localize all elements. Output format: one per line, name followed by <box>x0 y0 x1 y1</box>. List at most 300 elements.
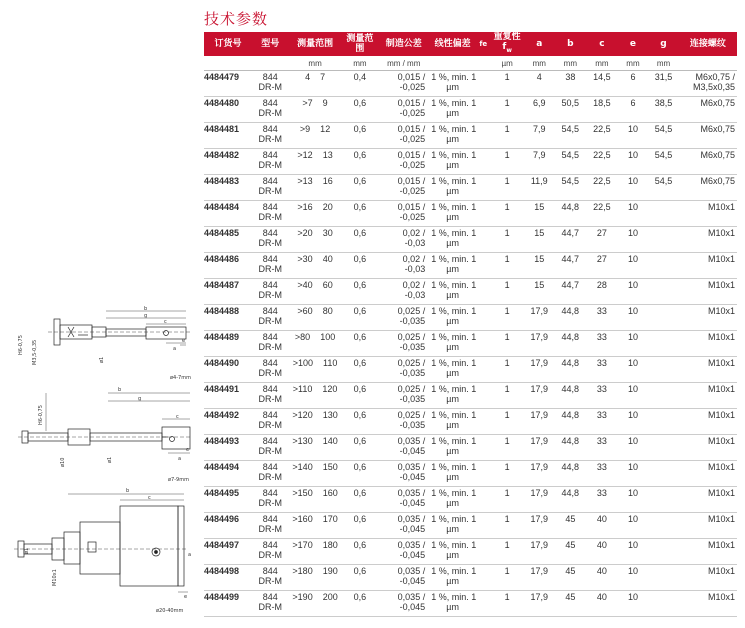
cell-range: >60 80 <box>289 305 342 331</box>
col-fe-header: fe <box>476 32 490 56</box>
cell-fe <box>476 591 490 617</box>
cell-lin: 1 %, min. 1 µm <box>429 409 476 435</box>
cell-rep: 1 <box>490 253 524 279</box>
cell-c: 40 <box>586 513 618 539</box>
cell-order: 4484491 <box>204 383 252 409</box>
cell-g <box>648 227 679 253</box>
table-row <box>204 71 737 97</box>
cell-thread: M10x1 <box>679 539 737 565</box>
dim-d1-label: ø1 <box>99 356 105 363</box>
cell-thread: M10x1 <box>679 305 737 331</box>
cell-range2: 0,6 <box>342 357 379 383</box>
cell-order: 4484496 <box>204 513 252 539</box>
cell-thread: M10x1 <box>679 357 737 383</box>
cell-g <box>648 383 679 409</box>
cell-type: 844 DR-M <box>252 591 289 617</box>
cell-b: 44,8 <box>555 461 587 487</box>
cell-thread: M6x0,75 <box>679 123 737 149</box>
cell-e: 10 <box>618 253 649 279</box>
cell-rep: 1 <box>490 461 524 487</box>
cell-tol: 0,035 / -0,045 <box>378 435 429 461</box>
cell-range: >13 16 <box>289 175 342 201</box>
cell-range2: 0,6 <box>342 123 379 149</box>
cell-range: >20 30 <box>289 227 342 253</box>
cell-range2: 0,6 <box>342 227 379 253</box>
table-row <box>204 123 737 149</box>
table-row <box>204 305 737 331</box>
cell-e: 6 <box>618 71 649 97</box>
cell-range: >170 180 <box>289 539 342 565</box>
cell-rep: 1 <box>490 149 524 175</box>
cell-c: 33 <box>586 383 618 409</box>
cell-fe <box>476 331 490 357</box>
table-row <box>204 591 737 617</box>
diagram-20-40 <box>8 486 194 616</box>
cell-a: 6,9 <box>524 97 555 123</box>
cell-range: >100 110 <box>289 357 342 383</box>
cell-range: >180 190 <box>289 565 342 591</box>
col-repeat-header <box>490 32 524 56</box>
cell-lin: 1 %, min. 1 µm <box>429 175 476 201</box>
unit-cell: mm <box>342 56 379 71</box>
diagram-caption: ø7-9mm <box>168 477 189 483</box>
cell-order: 4484479 <box>204 71 252 97</box>
cell-thread: M6x0,75 <box>679 149 737 175</box>
cell-e: 10 <box>618 305 649 331</box>
cell-b: 50,5 <box>555 97 587 123</box>
cell-lin: 1 %, min. 1 µm <box>429 435 476 461</box>
dim-b-label: b <box>118 387 122 393</box>
cell-thread: M10x1 <box>679 513 737 539</box>
dim-h-label: H6-0,75 <box>38 405 44 425</box>
cell-type: 844 DR-M <box>252 123 289 149</box>
cell-order: 4484486 <box>204 253 252 279</box>
dim-g-label: g <box>138 396 142 402</box>
cell-e: 10 <box>618 435 649 461</box>
cell-tol: 0,02 / -0,03 <box>378 227 429 253</box>
cell-range2: 0,6 <box>342 487 379 513</box>
col-tol-header: 制造公差 <box>378 32 429 56</box>
col-lin-header: 线性偏差 <box>429 32 476 56</box>
unit-cell <box>204 56 252 71</box>
cell-range2: 0,6 <box>342 539 379 565</box>
col-order-header: 订货号 <box>204 32 252 56</box>
cell-tol: 0,035 / -0,045 <box>378 487 429 513</box>
cell-a: 4 <box>524 71 555 97</box>
cell-e: 10 <box>618 383 649 409</box>
cell-order: 4484482 <box>204 149 252 175</box>
cell-lin: 1 %, min. 1 µm <box>429 591 476 617</box>
cell-c: 22,5 <box>586 201 618 227</box>
cell-g <box>648 253 679 279</box>
cell-thread: M10x1 <box>679 487 737 513</box>
unit-cell <box>252 56 289 71</box>
unit-cell: mm <box>289 56 342 71</box>
cell-rep: 1 <box>490 227 524 253</box>
col-repeat-label: 重复性 f <box>493 32 521 53</box>
cell-order: 4484485 <box>204 227 252 253</box>
cell-rep: 1 <box>490 97 524 123</box>
cell-tol: 0,015 / -0,025 <box>378 175 429 201</box>
cell-thread: M10x1 <box>679 227 737 253</box>
spec-table <box>204 32 737 617</box>
cell-range2: 0,6 <box>342 279 379 305</box>
cell-thread: M10x1 <box>679 201 737 227</box>
diagram-caption: ø20-40mm <box>156 608 184 614</box>
cell-b: 44,8 <box>555 435 587 461</box>
cell-type: 844 DR-M <box>252 435 289 461</box>
dim-d2-label: ø10 <box>60 457 66 467</box>
cell-range2: 0,6 <box>342 149 379 175</box>
cell-tol: 0,035 / -0,045 <box>378 513 429 539</box>
cell-a: 17,9 <box>524 357 555 383</box>
cell-tol: 0,015 / -0,025 <box>378 149 429 175</box>
cell-range2: 0,6 <box>342 565 379 591</box>
cell-type: 844 DR-M <box>252 409 289 435</box>
cell-thread: M10x1 <box>679 409 737 435</box>
cell-type: 844 DR-M <box>252 513 289 539</box>
dim-h-label: H6-0,75 <box>18 335 24 355</box>
cell-fe <box>476 539 490 565</box>
cell-rep: 1 <box>490 591 524 617</box>
table-row <box>204 357 737 383</box>
cell-thread: M6x0,75 <box>679 175 737 201</box>
cell-tol: 0,035 / -0,045 <box>378 591 429 617</box>
table-row <box>204 539 737 565</box>
cell-fe <box>476 513 490 539</box>
cell-b: 54,5 <box>555 123 587 149</box>
cell-range2: 0,6 <box>342 383 379 409</box>
cell-tol: 0,015 / -0,025 <box>378 123 429 149</box>
cell-type: 844 DR-M <box>252 487 289 513</box>
col-range2-line2: 围 <box>355 44 365 54</box>
cell-c: 22,5 <box>586 175 618 201</box>
table-body <box>204 71 737 617</box>
cell-c: 33 <box>586 331 618 357</box>
cell-c: 33 <box>586 461 618 487</box>
cell-order: 4484492 <box>204 409 252 435</box>
cell-g <box>648 357 679 383</box>
cell-tol: 0,025 / -0,035 <box>378 409 429 435</box>
cell-e: 10 <box>618 201 649 227</box>
cell-order: 4484484 <box>204 201 252 227</box>
cell-tol: 0,025 / -0,035 <box>378 331 429 357</box>
cell-g <box>648 591 679 617</box>
cell-tol: 0,025 / -0,035 <box>378 305 429 331</box>
dim-a-label: a <box>178 456 182 462</box>
cell-lin: 1 %, min. 1 µm <box>429 279 476 305</box>
cell-range: >110 120 <box>289 383 342 409</box>
dim-e-label: e <box>182 338 186 344</box>
cell-order: 4484490 <box>204 357 252 383</box>
unit-cell: µm <box>490 56 524 71</box>
cell-c: 14,5 <box>586 71 618 97</box>
cell-range: >130 140 <box>289 435 342 461</box>
cell-fe <box>476 435 490 461</box>
cell-lin: 1 %, min. 1 µm <box>429 357 476 383</box>
cell-a: 15 <box>524 227 555 253</box>
cell-c: 33 <box>586 487 618 513</box>
cell-range: 4 7 <box>289 71 342 97</box>
cell-b: 44,8 <box>555 409 587 435</box>
col-a-header: a <box>524 32 555 56</box>
col-range-header: 测量范围 <box>289 32 342 56</box>
cell-range: >190 200 <box>289 591 342 617</box>
cell-c: 33 <box>586 435 618 461</box>
cell-tol: 0,02 / -0,03 <box>378 279 429 305</box>
cell-range2: 0,6 <box>342 331 379 357</box>
cell-order: 4484481 <box>204 123 252 149</box>
cell-lin: 1 %, min. 1 µm <box>429 461 476 487</box>
cell-lin: 1 %, min. 1 µm <box>429 513 476 539</box>
cell-type: 844 DR-M <box>252 227 289 253</box>
cell-order: 4484489 <box>204 331 252 357</box>
diagram-7-9-drawing <box>8 385 194 485</box>
col-range2-header <box>342 32 379 56</box>
dim-c-label: c <box>176 414 179 420</box>
cell-e: 10 <box>618 487 649 513</box>
cell-order: 4484495 <box>204 487 252 513</box>
dim-b-label: b <box>144 306 148 312</box>
cell-c: 18,5 <box>586 97 618 123</box>
cell-thread: M10x1 <box>679 331 737 357</box>
units-row <box>204 56 737 71</box>
cell-a: 15 <box>524 253 555 279</box>
cell-type: 844 DR-M <box>252 461 289 487</box>
cell-fe <box>476 123 490 149</box>
cell-thread: M10x1 <box>679 435 737 461</box>
page-title: 技术参数 <box>204 10 269 28</box>
cell-e: 10 <box>618 279 649 305</box>
unit-cell: mm <box>524 56 555 71</box>
cell-a: 7,9 <box>524 149 555 175</box>
cell-b: 54,5 <box>555 175 587 201</box>
diagram-caption: ø4-7mm <box>170 375 191 381</box>
dim-g-label: g <box>144 313 148 319</box>
cell-tol: 0,015 / -0,025 <box>378 201 429 227</box>
table-row <box>204 175 737 201</box>
dim-a-label: a <box>173 346 177 352</box>
cell-range2: 0,6 <box>342 409 379 435</box>
cell-lin: 1 %, min. 1 µm <box>429 201 476 227</box>
cell-rep: 1 <box>490 409 524 435</box>
cell-range2: 0,6 <box>342 97 379 123</box>
cell-thread: M10x1 <box>679 383 737 409</box>
cell-rep: 1 <box>490 565 524 591</box>
cell-b: 44,8 <box>555 357 587 383</box>
cell-e: 10 <box>618 123 649 149</box>
cell-c: 40 <box>586 591 618 617</box>
cell-g: 31,5 <box>648 71 679 97</box>
cell-b: 44,8 <box>555 201 587 227</box>
cell-type: 844 DR-M <box>252 539 289 565</box>
cell-e: 10 <box>618 461 649 487</box>
cell-fe <box>476 305 490 331</box>
cell-fe <box>476 227 490 253</box>
cell-type: 844 DR-M <box>252 97 289 123</box>
cell-rep: 1 <box>490 71 524 97</box>
cell-tol: 0,035 / -0,045 <box>378 461 429 487</box>
cell-range: >150 160 <box>289 487 342 513</box>
cell-fe <box>476 409 490 435</box>
cell-c: 27 <box>586 253 618 279</box>
cell-thread: M10x1 <box>679 279 737 305</box>
cell-lin: 1 %, min. 1 µm <box>429 253 476 279</box>
cell-e: 10 <box>618 591 649 617</box>
cell-rep: 1 <box>490 279 524 305</box>
cell-lin: 1 %, min. 1 µm <box>429 383 476 409</box>
cell-order: 4484487 <box>204 279 252 305</box>
cell-g <box>648 305 679 331</box>
cell-range2: 0,6 <box>342 253 379 279</box>
cell-a: 17,9 <box>524 409 555 435</box>
cell-order: 4484480 <box>204 97 252 123</box>
col-thread-header: 连接螺纹 <box>679 32 737 56</box>
diagram-4-7 <box>8 305 194 383</box>
cell-order: 4484498 <box>204 565 252 591</box>
unit-cell <box>429 56 476 71</box>
table-row <box>204 97 737 123</box>
cell-range: >30 40 <box>289 253 342 279</box>
cell-type: 844 DR-M <box>252 383 289 409</box>
col-b-header: b <box>555 32 587 56</box>
table-row <box>204 383 737 409</box>
cell-tol: 0,025 / -0,035 <box>378 383 429 409</box>
unit-cell <box>476 56 490 71</box>
cell-fe <box>476 149 490 175</box>
cell-tol: 0,015 / -0,025 <box>378 71 429 97</box>
cell-thread: M6x0,75 / M3,5x0,35 <box>679 71 737 97</box>
cell-type: 844 DR-M <box>252 279 289 305</box>
cell-range: >40 60 <box>289 279 342 305</box>
cell-order: 4484497 <box>204 539 252 565</box>
cell-b: 44,7 <box>555 227 587 253</box>
table-row <box>204 409 737 435</box>
cell-type: 844 DR-M <box>252 305 289 331</box>
cell-fe <box>476 279 490 305</box>
cell-c: 40 <box>586 565 618 591</box>
cell-a: 17,9 <box>524 435 555 461</box>
cell-c: 33 <box>586 357 618 383</box>
cell-e: 10 <box>618 175 649 201</box>
cell-b: 44,8 <box>555 305 587 331</box>
cell-a: 17,9 <box>524 565 555 591</box>
cell-b: 44,7 <box>555 253 587 279</box>
diagram-4-7-drawing <box>8 305 194 383</box>
cell-rep: 1 <box>490 175 524 201</box>
cell-range: >120 130 <box>289 409 342 435</box>
cell-g: 54,5 <box>648 175 679 201</box>
table-row <box>204 435 737 461</box>
cell-thread: M10x1 <box>679 253 737 279</box>
cell-fe <box>476 461 490 487</box>
cell-range: >12 13 <box>289 149 342 175</box>
table-row <box>204 253 737 279</box>
cell-rep: 1 <box>490 357 524 383</box>
cell-tol: 0,025 / -0,035 <box>378 357 429 383</box>
cell-type: 844 DR-M <box>252 149 289 175</box>
dim-c-label: c <box>148 495 151 501</box>
cell-order: 4484499 <box>204 591 252 617</box>
cell-order: 4484493 <box>204 435 252 461</box>
cell-order: 4484483 <box>204 175 252 201</box>
cell-lin: 1 %, min. 1 µm <box>429 487 476 513</box>
cell-range2: 0,6 <box>342 201 379 227</box>
dim-a-label: a <box>188 552 192 558</box>
col-e-header: e <box>618 32 649 56</box>
cell-tol: 0,035 / -0,045 <box>378 565 429 591</box>
cell-lin: 1 %, min. 1 µm <box>429 71 476 97</box>
dim-e-label: e <box>184 594 188 600</box>
cell-type: 844 DR-M <box>252 331 289 357</box>
cell-type: 844 DR-M <box>252 175 289 201</box>
table-row <box>204 513 737 539</box>
cell-order: 4484494 <box>204 461 252 487</box>
cell-range: >160 170 <box>289 513 342 539</box>
cell-range2: 0,6 <box>342 435 379 461</box>
cell-b: 38 <box>555 71 587 97</box>
cell-range: >80 100 <box>289 331 342 357</box>
cell-b: 44,7 <box>555 279 587 305</box>
cell-range: >7 9 <box>289 97 342 123</box>
cell-a: 17,9 <box>524 487 555 513</box>
cell-g <box>648 565 679 591</box>
cell-type: 844 DR-M <box>252 357 289 383</box>
cell-c: 40 <box>586 539 618 565</box>
cell-c: 33 <box>586 305 618 331</box>
cell-lin: 1 %, min. 1 µm <box>429 539 476 565</box>
cell-b: 45 <box>555 565 587 591</box>
col-g-header: g <box>648 32 679 56</box>
cell-g <box>648 201 679 227</box>
cell-fe <box>476 71 490 97</box>
cell-thread: M10x1 <box>679 461 737 487</box>
cell-rep: 1 <box>490 435 524 461</box>
cell-e: 6 <box>618 97 649 123</box>
cell-g: 54,5 <box>648 149 679 175</box>
cell-e: 10 <box>618 357 649 383</box>
cell-type: 844 DR-M <box>252 253 289 279</box>
cell-c: 33 <box>586 409 618 435</box>
unit-cell: mm <box>555 56 587 71</box>
cell-thread: M10x1 <box>679 565 737 591</box>
cell-c: 22,5 <box>586 123 618 149</box>
cell-c: 28 <box>586 279 618 305</box>
table-header-row <box>204 32 737 56</box>
cell-a: 17,9 <box>524 331 555 357</box>
cell-g <box>648 279 679 305</box>
cell-a: 17,9 <box>524 461 555 487</box>
cell-c: 22,5 <box>586 149 618 175</box>
cell-lin: 1 %, min. 1 µm <box>429 123 476 149</box>
cell-g: 54,5 <box>648 123 679 149</box>
cell-range2: 0,6 <box>342 461 379 487</box>
unit-cell: mm <box>586 56 618 71</box>
cell-thread: M6x0,75 <box>679 97 737 123</box>
cell-b: 44,8 <box>555 487 587 513</box>
dim-d1-label: ø1 <box>107 456 113 463</box>
unit-cell: mm / mm <box>378 56 429 71</box>
cell-fe <box>476 357 490 383</box>
cell-fe <box>476 175 490 201</box>
cell-range: >16 20 <box>289 201 342 227</box>
cell-lin: 1 %, min. 1 µm <box>429 227 476 253</box>
cell-lin: 1 %, min. 1 µm <box>429 331 476 357</box>
diagram-7-9 <box>8 385 194 485</box>
cell-c: 27 <box>586 227 618 253</box>
cell-e: 10 <box>618 409 649 435</box>
cell-rep: 1 <box>490 305 524 331</box>
